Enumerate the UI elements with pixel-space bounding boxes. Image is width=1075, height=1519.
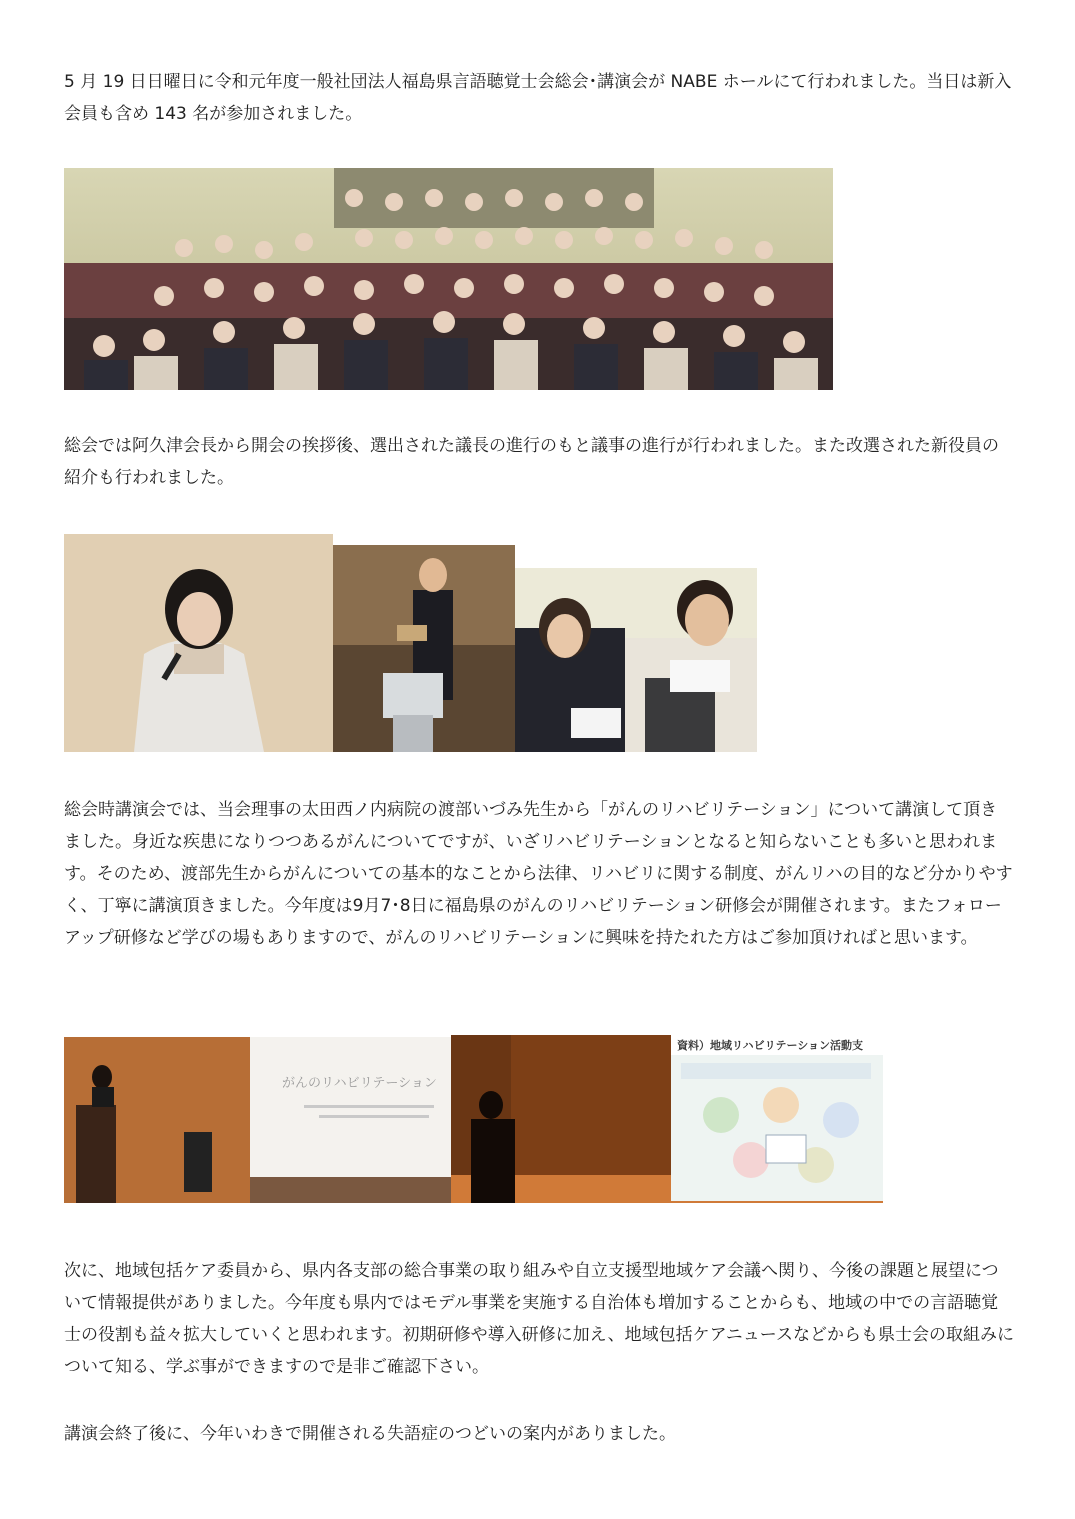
general-meeting-paragraph: 総会では阿久津会長から開会の挨拶後、選出された議長の進行のもと議事の進行が行われました。また改選された新役員の紹介も行われました。 — [64, 436, 999, 488]
chair-speaking-photo — [64, 534, 333, 752]
lecture-paragraph: 総会時講演会では、当会理事の太田西ノ内病院の渡部いづみ先生から「がんのリハビリテーション」について講演して頂きました。身近な疾患になりつつあるがんについてですが、いざリハビリテーションとなると知らないことも多いと思われます。そのため、渡部先生からがんについての基本的なことから法律、リハビリに関する制度、がんリハの目的など分かりやすく、丁寧に講演頂きました。今年度は9月7･8日に福島県のがんのリハビリテーション研修会が開催されます。またフォローアップ研修など学びの場もありますので、がんのリハビリテーションに興味を持たれた方はご参加頂ければと思います。 — [64, 800, 1013, 948]
chairperson-podium-photo — [333, 545, 515, 752]
community-care-slide-photo — [451, 1035, 883, 1203]
slide-title: がんのリハビリテーション — [282, 1076, 437, 1091]
intro-paragraph: 5 月 19 日日曜日に令和元年度一般社団法人福島県言語聴覚士会総会･講演会が NABE ホールにて行われました。当日は新入会員も含め 143 名が参加されました。 — [64, 72, 1012, 124]
closing-paragraph: 講演会終了後に、今年いわきで開催される失語症のつどいの案内がありました。 — [64, 1424, 676, 1444]
slide2-title: 資料）地域リハビリテーション活動支 — [677, 1039, 864, 1052]
community-care-paragraph: 次に、地域包括ケア委員から、県内各支部の総合事業の取り組みや自立支援型地域ケア会議へ関り、今後の課題と展望について情報提供がありました。今年度も県内ではモデル事業を実施する自治体も増加することからも、地域の中での言語聴覚士の役割も益々拡大していくと思われます。初期研修や導入研修に加え、地域包括ケアニュースなどからも県士会の取組みについて知る、学ぶ事ができますので是非ご確認下さい。 — [64, 1261, 1014, 1377]
group-photo — [64, 168, 833, 390]
lecture-slide-photo — [64, 1037, 451, 1203]
members-reading-photo — [515, 568, 757, 752]
